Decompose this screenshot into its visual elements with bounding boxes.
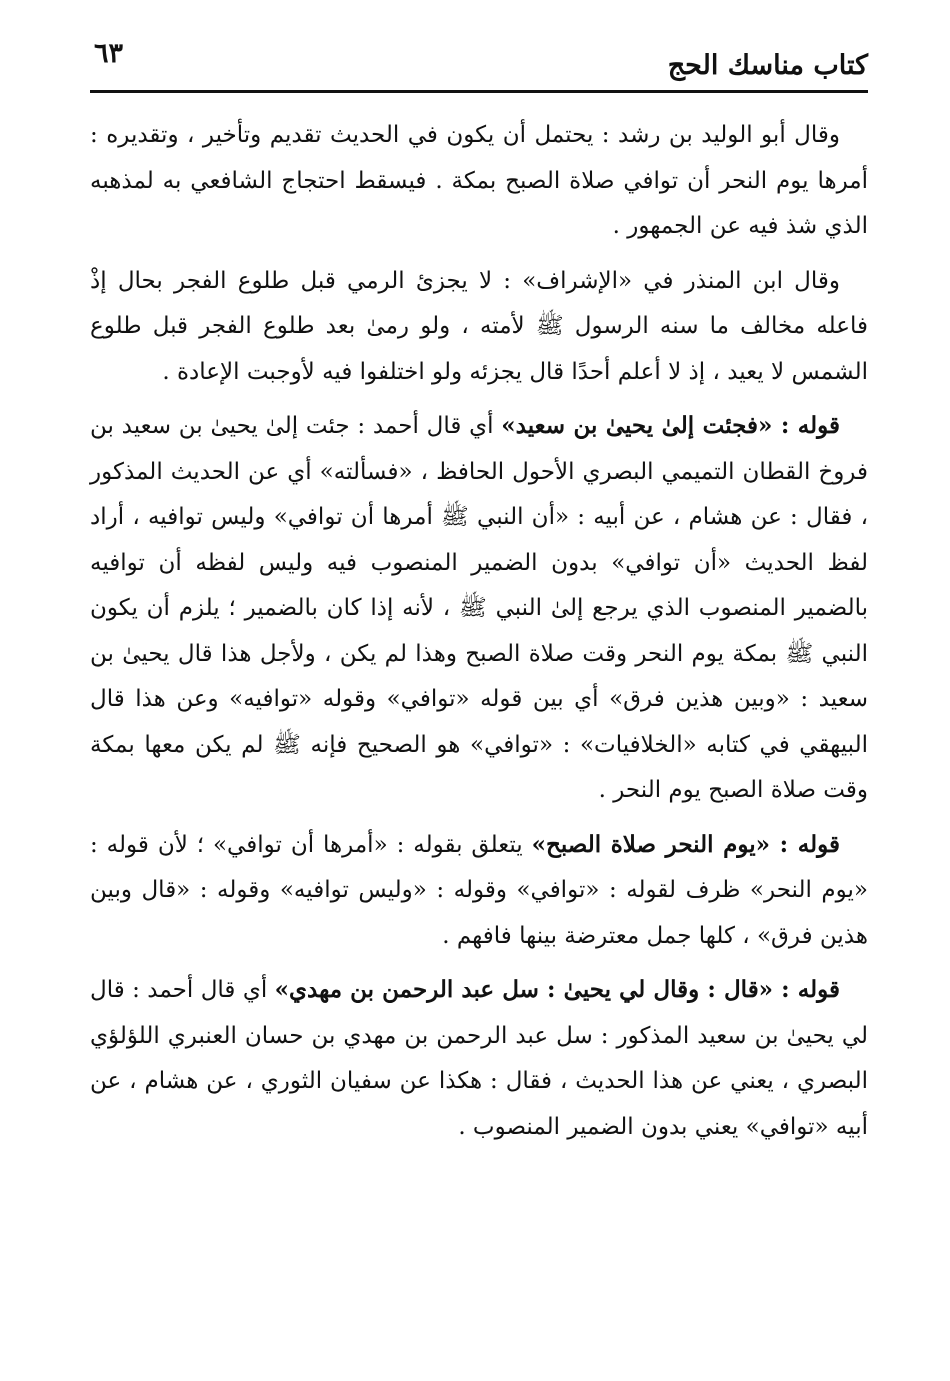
page-header — [90, 38, 868, 94]
page-body — [90, 112, 868, 1158]
paragraph-ibn-rushd — [90, 112, 868, 250]
paragraph-yawm-al-nahr — [90, 822, 868, 960]
paragraph-lead: قوله : «قال : وقال لي يحيىٰ : سل عبد الرحمن بن مهدي» — [274, 976, 840, 1003]
running-title: كتاب مناسك الحج — [667, 50, 868, 81]
paragraph-text: يتعلق بقوله : «أمرها أن توافي» ؛ لأن قوله : «يوم النحر» ظرف لقوله : «توافي» وقوله : «وليس توافيه» وقوله : «قال وبين هذين فرق» ، كلها جمل معترضة بينها فافهم . — [90, 831, 868, 949]
paragraph-text: وقال ابن المنذر في «الإشراف» : لا يجزئ الرمي قبل طلوع الفجر بحال إذْ فاعله مخالف ما سنه الرسول ﷺ لأمته ، ولو رمىٰ بعد طلوع الفجر قبل طلوع الشمس لا يعيد ، إذ لا أعلم أحدًا قال يجزئه ولو اختلفوا فيه لأوجبت الإعادة . — [90, 267, 868, 385]
paragraph-text: أي قال أحمد : جئت إلىٰ يحيىٰ بن سعيد بن فروخ القطان التميمي البصري الأحول الحافظ ، «فسألته» أي عن الحديث المذكور ، فقال : عن هشام ، عن أبيه : «أن النبي ﷺ أمرها أن توافي» وليس توافيه ، أراد لفظ الحديث «أن توافي» بدون الضمير المنصوب فيه وليس لفظه أن توافيه بالضمير المنصوب الذي يرجع إلىٰ النبي ﷺ ، لأنه إذا كان بالضمير ؛ يلزم أن يكون النبي ﷺ بمكة يوم النحر وقت صلاة الصبح وهذا لم يكن ، ولأجل هذا قال يحيىٰ بن سعيد : «وبين هذين فرق» أي بين قوله «توافي» وقوله «توافيه» وعن هذا قال البيهقي في كتابه «الخلافيات» : «توافي» هو الصحيح فإنه ﷺ لم يكن معها بمكة وقت صلاة الصبح يوم النحر . — [90, 413, 868, 803]
paragraph-lead: قوله : «يوم النحر صلاة الصبح» — [531, 830, 840, 858]
paragraph-yahya-ibn-said — [90, 403, 868, 814]
header-rule — [90, 90, 868, 93]
page-number: ٦٣ — [94, 38, 124, 69]
paragraph-lead: قوله : «فجئت إلىٰ يحيىٰ بن سعيد» — [501, 412, 840, 439]
paragraph-abd-al-rahman-ibn-mahdi — [90, 967, 868, 1150]
paragraph-text: أي قال أحمد : قال لي يحيىٰ بن سعيد المذكور : سل عبد الرحمن بن مهدي بن حسان العنبري اللؤلؤي البصري ، يعني عن هذا الحديث ، فقال : هكذا عن سفيان الثوري ، عن هشام ، عن أبيه «توافي» يعني بدون الضمير المنصوب . — [90, 977, 868, 1140]
paragraph-text: وقال أبو الوليد بن رشد : يحتمل أن يكون في الحديث تقديم وتأخير ، وتقديره : أمرها يوم النحر أن توافي صلاة الصبح بمكة . فيسقط احتجاج الشافعي به لمذهبه الذي شذ فيه عن الجمهور . — [90, 122, 868, 239]
paragraph-ibn-al-mundhir — [90, 258, 868, 396]
